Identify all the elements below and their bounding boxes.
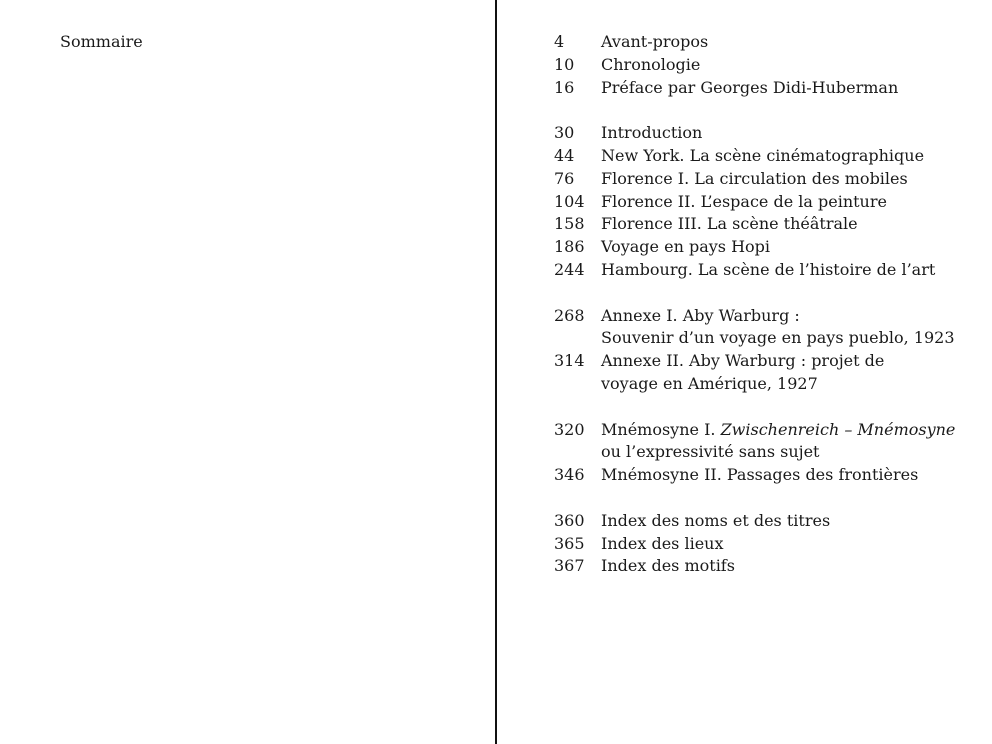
toc-entry-title (601, 350, 984, 396)
toc-page-number: 16 (554, 77, 575, 97)
toc-page-number: 10 (554, 54, 575, 74)
toc-page-number: 4 (554, 32, 565, 51)
toc-entry-title: Voyage en pays Hopi (601, 237, 771, 257)
toc-group-mnemosyne (554, 419, 984, 487)
toc-entry-title: Florence I. La circulation des mobiles (601, 168, 908, 188)
toc-page-number: 244 (554, 259, 585, 279)
toc-entry[interactable] (554, 533, 984, 556)
toc-entry[interactable] (554, 213, 984, 236)
toc-entry-title-line: voyage en Amérique, 1927 (601, 373, 818, 393)
toc-entry-title: Florence III. La scène théâtrale (601, 214, 858, 234)
toc-entry-title: Chronologie (601, 54, 701, 74)
toc-entry-title-line: ou l’expressivité sans sujet (601, 442, 820, 462)
toc-entry-title: Préface par Georges Didi-Huberman (601, 77, 899, 97)
toc-entry[interactable] (554, 510, 984, 533)
toc-entry-title: Introduction (601, 123, 703, 143)
toc-entry-title: Index des noms et des titres (601, 510, 831, 530)
toc-page-number: 44 (554, 145, 575, 165)
toc-entry[interactable] (554, 54, 984, 77)
toc-page-number: 367 (554, 556, 585, 576)
toc-page-number: 365 (554, 533, 585, 553)
toc-entry[interactable] (554, 31, 984, 54)
toc-page-number: 346 (554, 465, 585, 485)
toc-heading: Sommaire (60, 32, 143, 51)
toc-entry[interactable] (554, 145, 984, 168)
toc-entry-title-line: Annexe II. Aby Warburg : projet de (601, 351, 885, 371)
toc-page-number: 76 (554, 168, 575, 188)
toc-page-number: 360 (554, 510, 585, 530)
toc-page-number: 186 (554, 237, 585, 257)
toc-entry[interactable] (554, 77, 984, 100)
toc-entry-title: Index des lieux (601, 533, 724, 553)
toc-group-appendices (554, 305, 984, 396)
toc-entry[interactable] (554, 236, 984, 259)
toc-entry[interactable] (554, 259, 984, 282)
toc-group-chapters (554, 122, 984, 282)
toc-entry-title-line (601, 419, 984, 442)
toc-entry[interactable] (554, 419, 984, 465)
toc-entry-title: New York. La scène cinématographique (601, 145, 925, 165)
toc-entry-title: Avant-propos (601, 32, 709, 51)
toc-page-number: 158 (554, 214, 585, 234)
toc-page-number: 314 (554, 351, 585, 371)
toc-entry-title: Florence II. L’espace de la peinture (601, 191, 887, 211)
toc-entry-title: Hambourg. La scène de l’histoire de l’art (601, 259, 936, 279)
toc-entry[interactable] (554, 555, 984, 578)
toc-entry-title: Mnémosyne II. Passages des frontières (601, 465, 919, 485)
toc-group-indexes (554, 510, 984, 578)
table-of-contents (554, 31, 984, 601)
toc-group-front-matter (554, 31, 984, 99)
toc-entry[interactable] (554, 350, 984, 396)
toc-entry[interactable] (554, 305, 984, 351)
toc-entry[interactable] (554, 122, 984, 145)
toc-entry[interactable] (554, 191, 984, 214)
right-page (497, 0, 992, 744)
toc-page-number: 268 (554, 305, 585, 325)
toc-page-number: 320 (554, 419, 585, 439)
toc-page-number: 104 (554, 191, 585, 211)
toc-entry-title: Index des motifs (601, 556, 735, 576)
toc-page-number: 30 (554, 123, 575, 143)
toc-entry-title-line: Souvenir d’un voyage en pays pueblo, 1923 (601, 328, 955, 348)
toc-entry-title-prefix: Mnémosyne I. (601, 419, 721, 439)
toc-entry[interactable] (554, 464, 984, 487)
toc-entry-title (601, 305, 984, 351)
toc-entry-title (601, 419, 984, 465)
toc-entry[interactable] (554, 168, 984, 191)
toc-entry-title-italic: Zwischenreich – Mnémosyne (720, 419, 956, 439)
toc-entry-title-line: Annexe I. Aby Warburg : (601, 305, 800, 325)
